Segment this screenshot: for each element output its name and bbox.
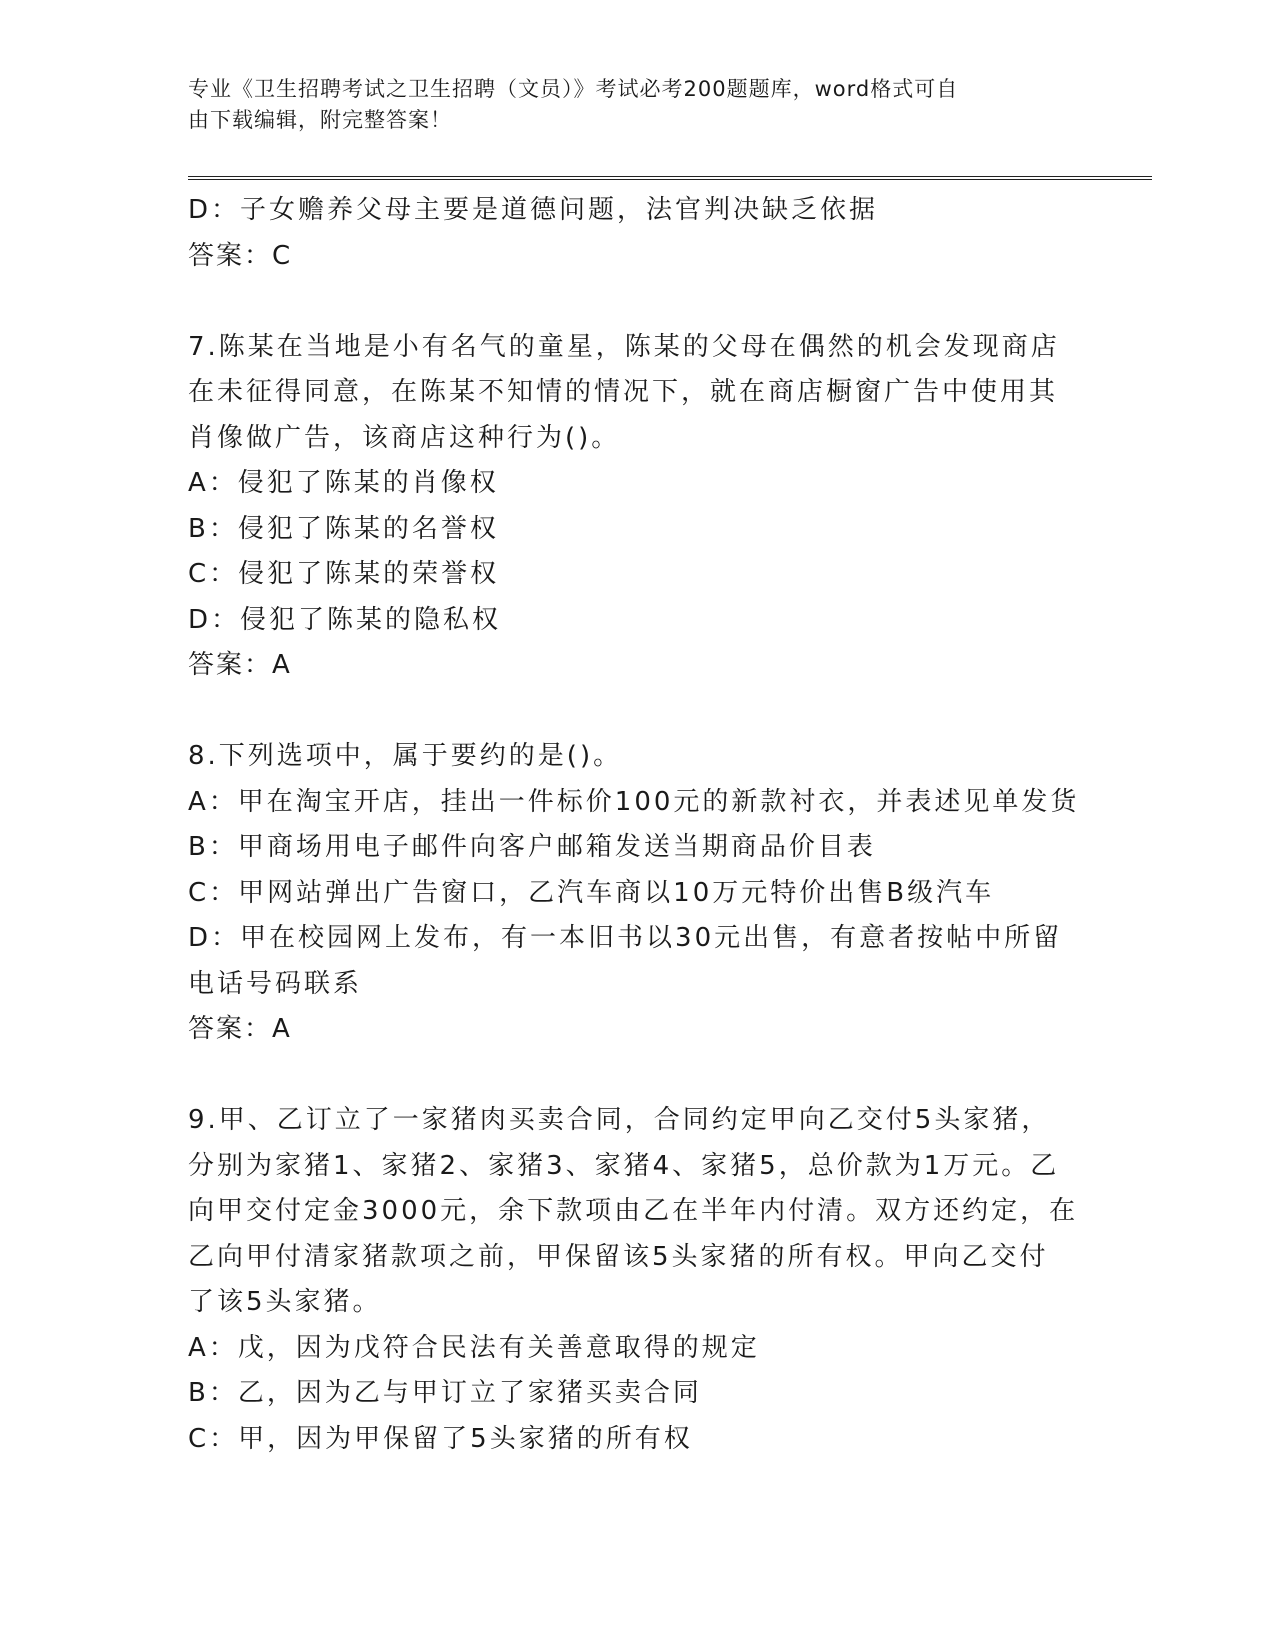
q9-stem-line-2: 分别为家猪1、家猪2、家猪3、家猪4、家猪5，总价款为1万元。乙 bbox=[188, 1150, 1060, 1181]
header-divider bbox=[188, 176, 1152, 180]
q9-stem-line-1: 9.甲、乙订立了一家猪肉买卖合同，合同约定甲向乙交付5头家猪， bbox=[188, 1105, 1051, 1135]
q9-option-a: A：戊，因为戊符合民法有关善意取得的规定 bbox=[188, 1332, 760, 1363]
document-header bbox=[188, 74, 1068, 136]
q9-stem-line-3: 向甲交付定金3000元，余下款项由乙在半年内付清。双方还约定，在 bbox=[188, 1196, 1079, 1226]
q7-stem-line-1: 7.陈某在当地是小有名气的童星，陈某的父母在偶然的机会发现商店 bbox=[188, 331, 1060, 362]
q9-option-c: C：甲，因为甲保留了5头家猪的所有权 bbox=[188, 1423, 693, 1454]
q6-answer: 答案：C bbox=[188, 240, 293, 271]
q7-option-a: A：侵犯了陈某的肖像权 bbox=[188, 468, 499, 498]
q9-stem-line-5: 了该5头家猪。 bbox=[188, 1287, 382, 1317]
q7-stem-line-2: 在未征得同意，在陈某不知情的情况下，就在商店橱窗广告中使用其 bbox=[188, 377, 1059, 407]
q8-stem-line-1: 8.下列选项中，属于要约的是()。 bbox=[188, 741, 623, 771]
q7-option-b: B：侵犯了陈某的名誉权 bbox=[188, 513, 499, 544]
q8-option-a: A：甲在淘宝开店，挂出一件标价100元的新款衬衣，并表述见单发货 bbox=[188, 786, 1080, 817]
q7-stem-line-3: 肖像做广告，该商店这种行为()。 bbox=[188, 422, 621, 453]
q8-answer: 答案：A bbox=[188, 1014, 292, 1044]
q7-option-d: D：侵犯了陈某的隐私权 bbox=[188, 604, 502, 635]
question-7 bbox=[188, 325, 1088, 689]
q8-option-b: B：甲商场用电子邮件向客户邮箱发送当期商品价目表 bbox=[188, 832, 876, 862]
q7-option-c: C：侵犯了陈某的荣誉权 bbox=[188, 559, 500, 589]
q9-option-b: B：乙，因为乙与甲订立了家猪买卖合同 bbox=[188, 1378, 702, 1408]
header-line-2: 由下载编辑，附完整答案！ bbox=[188, 108, 452, 132]
q8-option-c: C：甲网站弹出广告窗口，乙汽车商以10万元特价出售B级汽车 bbox=[188, 877, 995, 908]
spacer bbox=[188, 1053, 1088, 1099]
header-line-1: 专业《卫生招聘考试之卫生招聘（文员）》考试必考200题题库，word格式可自 bbox=[188, 77, 959, 101]
q7-answer: 答案：A bbox=[188, 650, 292, 680]
q9-stem-line-4: 乙向甲付清家猪款项之前，甲保留该5头家猪的所有权。甲向乙交付 bbox=[188, 1241, 1049, 1272]
q8-option-d-cont: 电话号码联系 bbox=[188, 968, 363, 999]
q8-option-d: D：甲在校园网上发布，有一本旧书以30元出售，有意者按帖中所留 bbox=[188, 923, 1063, 953]
spacer bbox=[188, 689, 1088, 735]
spacer bbox=[188, 279, 1088, 325]
question-9 bbox=[188, 1098, 1088, 1462]
question-8 bbox=[188, 734, 1088, 1053]
q6-option-d: D：子女赡养父母主要是道德问题，法官判决缺乏依据 bbox=[188, 195, 879, 225]
question-content bbox=[188, 188, 1088, 1462]
